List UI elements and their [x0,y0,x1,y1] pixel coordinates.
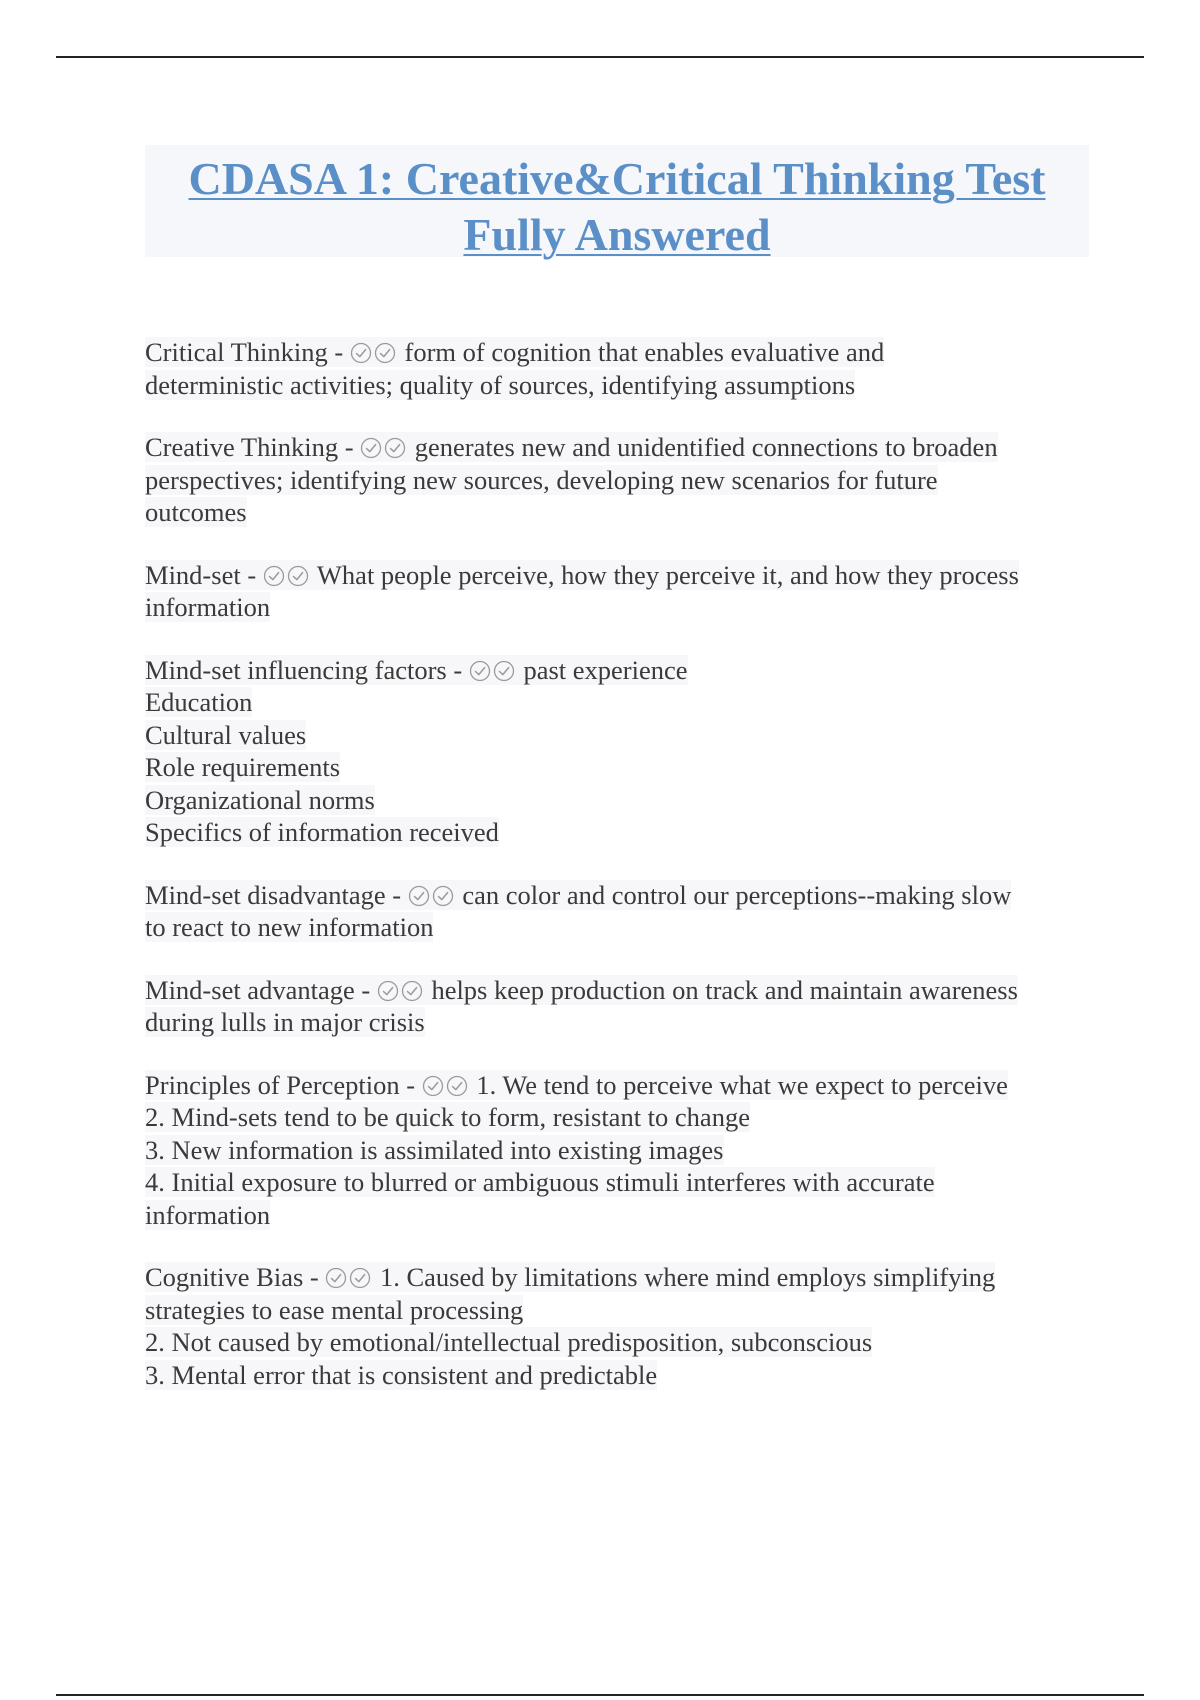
line-highlight [145,1327,872,1357]
entry-answer-text: strategies to ease mental processing [145,1294,524,1325]
line-highlight [145,1167,935,1197]
check-circle-icon [432,885,454,907]
line-highlight [145,370,855,400]
check-circle-icon [350,342,372,364]
document-title [145,145,1089,263]
entry-term: Principles of Perception [145,1069,400,1100]
term-separator: - [446,654,469,685]
check-circle-icon [493,660,515,682]
entry-answer-text: Organizational norms [145,784,375,815]
term-separator: - [240,559,263,590]
entry-answer-text: helps keep production on track and maintain awareness [431,974,1018,1005]
line-highlight [145,1070,1008,1100]
entry-answer-text: What people perceive, how they perceive it, and how they process [316,559,1019,590]
entry-first-line [145,654,1095,687]
entry-first-line [145,336,1095,369]
line-highlight [145,432,998,462]
top-rule [56,56,1144,58]
flashcard-entry [145,1069,1095,1232]
entry-answer-line [145,1166,1095,1199]
line-highlight [145,720,306,750]
entry-term: Creative Thinking [145,432,339,462]
line-highlight [145,655,688,685]
line-highlight [145,1262,995,1292]
check-circle-icon [469,660,491,682]
entry-first-line [145,1261,1095,1294]
line-highlight [145,1360,657,1390]
entry-term: Critical Thinking [145,337,328,367]
line-highlight [145,497,247,527]
entry-term: Mind-set disadvantage [145,879,386,910]
entry-answer-text: 1. Caused by limitations where mind employs simplifying [379,1262,996,1292]
entry-answer-text: deterministic activities; quality of sources, identifying assumptions [145,369,856,400]
check-circle-icon [446,1075,468,1097]
line-highlight [145,912,433,942]
check-circle-icon [377,980,399,1002]
check-circle-icon [422,1075,444,1097]
entry-answer-line [145,719,1095,752]
entry-answer-text: 3. Mental error that is consistent and predictable [145,1359,658,1390]
entry-answer-text: Education [145,687,253,717]
entry-answer-text: past experience [523,654,688,685]
line-highlight [145,1295,523,1325]
check-circle-icon [408,885,430,907]
entry-answer-line [145,1359,1095,1392]
entry-answer-text: can color and control our perceptions--making slow [462,879,1012,910]
check-circle-icon [384,437,406,459]
entry-answer-line [145,911,1095,944]
entry-answer-text: Cultural values [145,719,307,750]
entry-first-line [145,431,1095,464]
line-highlight [145,592,270,622]
entry-answer-line [145,369,1095,402]
entry-answer-text: 2. Not caused by emotional/intellectual predisposition, subconscious [145,1327,873,1357]
line-highlight [145,975,1018,1005]
term-separator: - [303,1262,326,1292]
flashcard-entry [145,974,1095,1039]
entry-answer-line [145,1294,1095,1327]
entry-answer-text: Specifics of information received [145,817,499,847]
entry-answer-line [145,496,1095,529]
term-separator: - [385,879,408,910]
entry-answer-text: perspectives; identifying new sources, developing new scenarios for future [145,464,938,495]
entry-first-line [145,1069,1095,1102]
line-highlight [145,560,1019,590]
check-circle-icon [374,342,396,364]
check-circle-icon [349,1267,371,1289]
flashcard-entry [145,879,1095,944]
entry-answer-line [145,751,1095,784]
line-highlight [145,1135,724,1165]
entry-term: Mind-set influencing factors [145,654,447,685]
entry-answer-text: information [145,592,271,622]
line-highlight [145,337,884,367]
title-block [145,145,1089,260]
entry-answer-text: to react to new information [145,912,434,942]
entry-first-line [145,974,1095,1007]
bottom-rule [56,1694,1144,1696]
term-separator: - [327,337,350,367]
line-highlight [145,1200,270,1230]
entry-answer-line [145,686,1095,719]
entry-first-line [145,879,1095,912]
term-separator: - [399,1069,422,1100]
entry-answer-text: 3. New information is assimilated into existing images [145,1134,724,1165]
entry-term: Mind-set advantage [145,974,355,1005]
check-circle-icon [401,980,423,1002]
line-highlight [145,752,340,782]
entry-answer-line [145,1326,1095,1359]
entry-answer-line [145,464,1095,497]
line-highlight [145,880,1011,910]
entry-first-line [145,559,1095,592]
entry-answer-line [145,816,1095,849]
entry-answer-text: 4. Initial exposure to blurred or ambiguous stimuli interferes with accurate [145,1167,935,1197]
entry-answer-text: generates new and unidentified connections to broaden [414,432,998,462]
title-line-2: Fully Answered [463,209,771,260]
entry-answer-text: 2. Mind-sets tend to be quick to form, resistant to change [145,1102,750,1132]
check-circle-icon [325,1267,347,1289]
flashcard-entry [145,336,1095,401]
entry-term: Cognitive Bias [145,1262,304,1292]
entry-answer-text: Role requirements [145,752,341,782]
entry-answer-text: outcomes [145,497,247,527]
entry-term: Mind-set [145,559,241,590]
entry-answer-line [145,591,1095,624]
entry-answer-text: during lulls in major crisis [145,1007,425,1037]
flashcard-list [145,336,1095,1421]
entry-answer-line [145,1199,1095,1232]
entry-answer-line [145,1101,1095,1134]
line-highlight [145,817,499,847]
line-highlight [145,687,252,717]
check-circle-icon [360,437,382,459]
line-highlight [145,1007,425,1037]
flashcard-entry [145,559,1095,624]
flashcard-entry [145,1261,1095,1391]
entry-answer-text: 1. We tend to perceive what we expect to perceive [476,1069,1008,1100]
check-circle-icon [263,565,285,587]
term-separator: - [354,974,377,1005]
line-highlight [145,1102,750,1132]
flashcard-entry [145,654,1095,849]
entry-answer-line [145,784,1095,817]
line-highlight [145,465,938,495]
flashcard-entry [145,431,1095,529]
entry-answer-line [145,1134,1095,1167]
entry-answer-line [145,1006,1095,1039]
check-circle-icon [287,565,309,587]
entry-answer-text: form of cognition that enables evaluative and [404,337,885,367]
entry-answer-text: information [145,1199,271,1230]
term-separator: - [338,432,361,462]
title-line-1: CDASA 1: Creative&Critical Thinking Test [188,153,1046,204]
line-highlight [145,785,375,815]
